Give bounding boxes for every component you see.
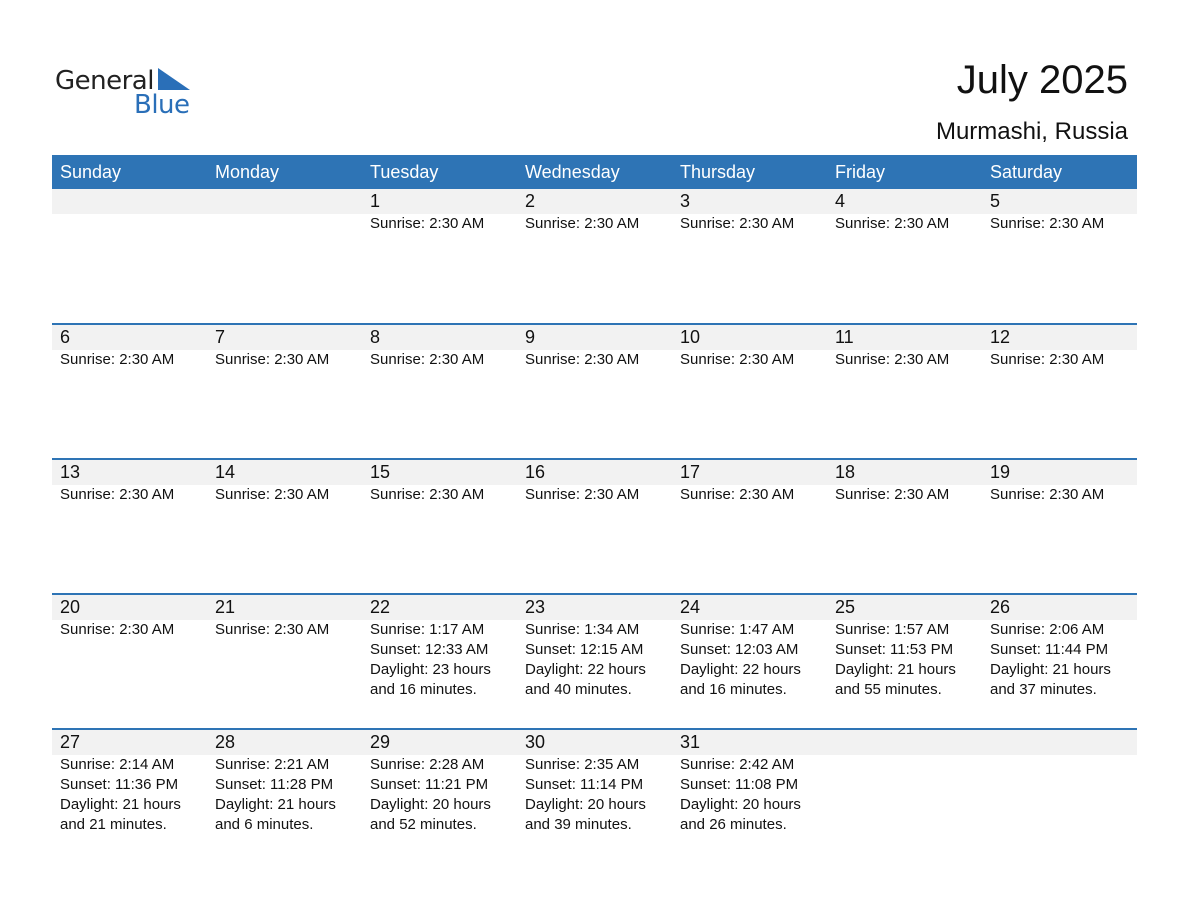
day-sun-info: [60, 755, 207, 835]
sun-info-line: Sunset: 11:44 PM: [990, 641, 1109, 658]
sun-info-line: and 55 minutes.: [835, 681, 942, 698]
day-sun-info: [370, 485, 517, 505]
day-cell: [362, 325, 517, 458]
day-cell: [672, 189, 827, 323]
weekday-saturday: Saturday: [990, 162, 1063, 182]
week-row: [52, 189, 1137, 323]
sun-info-line: Sunrise: 2:30 AM: [990, 351, 1105, 368]
sun-info-line: Sunset: 11:14 PM: [525, 776, 644, 793]
sun-info-line: Sunrise: 2:30 AM: [835, 215, 950, 232]
day-number: 16: [525, 462, 546, 482]
empty-day-cell: [982, 730, 1137, 863]
day-cell: [517, 595, 672, 728]
day-cell: [517, 189, 672, 323]
day-sun-info: [370, 620, 517, 700]
day-number: 2: [525, 191, 536, 211]
day-cell: [672, 460, 827, 593]
sun-info-line: Sunrise: 2:30 AM: [60, 351, 175, 368]
day-cell: [362, 189, 517, 323]
day-number: 12: [990, 327, 1011, 347]
sun-info-line: Sunrise: 2:30 AM: [835, 351, 950, 368]
weekday-monday: Monday: [215, 162, 280, 182]
sun-info-line: Sunrise: 2:42 AM: [680, 756, 795, 773]
empty-day-cell: [52, 189, 207, 323]
week-row: [52, 593, 1137, 728]
sun-info-line: Sunrise: 2:21 AM: [215, 756, 330, 773]
day-number: 22: [370, 597, 391, 617]
sun-info-line: Sunrise: 1:17 AM: [370, 621, 485, 638]
day-cell: [982, 189, 1137, 323]
sun-info-line: and 26 minutes.: [680, 816, 787, 833]
day-number: 30: [525, 732, 546, 752]
sun-info-line: Daylight: 21 hours: [60, 796, 181, 813]
day-cell: [827, 325, 982, 458]
sun-info-line: Sunset: 11:28 PM: [215, 776, 334, 793]
day-number: 1: [370, 191, 381, 211]
day-cell: [362, 730, 517, 863]
sun-info-line: Sunrise: 2:30 AM: [215, 486, 330, 503]
day-number: 31: [680, 732, 701, 752]
day-cell: [517, 325, 672, 458]
sun-info-line: Daylight: 20 hours: [525, 796, 646, 813]
calendar-weeks: [52, 189, 1137, 863]
day-sun-info: [990, 350, 1137, 370]
day-cell: [827, 460, 982, 593]
sun-info-line: Sunrise: 2:30 AM: [215, 621, 330, 638]
sun-info-line: Sunrise: 2:35 AM: [525, 756, 640, 773]
week-row: [52, 458, 1137, 593]
day-number: 24: [680, 597, 701, 617]
day-cell: [982, 325, 1137, 458]
day-sun-info: [680, 755, 827, 835]
sun-info-line: Sunrise: 2:30 AM: [680, 215, 795, 232]
day-sun-info: [525, 620, 672, 700]
weekday-wednesday: Wednesday: [525, 162, 620, 182]
week-row: [52, 323, 1137, 458]
day-sun-info: [370, 350, 517, 370]
sun-info-line: Sunrise: 2:06 AM: [990, 621, 1105, 638]
sun-info-line: Sunrise: 2:30 AM: [680, 351, 795, 368]
sun-info-line: Sunrise: 2:30 AM: [60, 621, 175, 638]
day-sun-info: [215, 350, 362, 370]
day-number: 14: [215, 462, 236, 482]
day-sun-info: [60, 350, 207, 370]
sun-info-line: Sunset: 12:33 AM: [370, 641, 489, 658]
day-sun-info: [370, 755, 517, 835]
day-sun-info: [60, 620, 207, 640]
day-sun-info: [990, 620, 1137, 700]
empty-day-cell: [207, 189, 362, 323]
generalblue-logo: [55, 62, 215, 122]
day-cell: [672, 325, 827, 458]
sun-info-line: and 6 minutes.: [215, 816, 314, 833]
day-sun-info: [680, 350, 827, 370]
sun-info-line: Sunset: 11:53 PM: [835, 641, 954, 658]
sun-info-line: and 21 minutes.: [60, 816, 167, 833]
day-sun-info: [215, 485, 362, 505]
day-number: 10: [680, 327, 701, 347]
day-cell: [827, 189, 982, 323]
day-number: 28: [215, 732, 236, 752]
day-number: 4: [835, 191, 846, 211]
day-cell: [207, 730, 362, 863]
day-sun-info: [525, 755, 672, 835]
sun-info-line: Sunrise: 2:30 AM: [370, 351, 485, 368]
day-cell: [52, 325, 207, 458]
day-cell: [362, 460, 517, 593]
day-cell: [672, 730, 827, 863]
day-sun-info: [525, 485, 672, 505]
sun-info-line: and 37 minutes.: [990, 681, 1097, 698]
empty-day-cell: [827, 730, 982, 863]
sun-info-line: Sunrise: 2:30 AM: [215, 351, 330, 368]
sun-info-line: Sunset: 12:15 AM: [525, 641, 644, 658]
sun-info-line: Daylight: 20 hours: [370, 796, 491, 813]
day-cell: [362, 595, 517, 728]
day-number: 27: [60, 732, 81, 752]
sun-info-line: Daylight: 20 hours: [680, 796, 801, 813]
sun-info-line: Sunset: 11:36 PM: [60, 776, 179, 793]
logo-word-blue: Blue: [134, 90, 190, 120]
day-sun-info: [835, 485, 982, 505]
sun-info-line: Sunset: 11:08 PM: [680, 776, 799, 793]
sun-info-line: Daylight: 21 hours: [835, 661, 956, 678]
day-cell: [982, 595, 1137, 728]
calendar-grid: [52, 155, 1137, 863]
day-cell: [827, 595, 982, 728]
day-sun-info: [835, 350, 982, 370]
sun-info-line: Sunrise: 2:30 AM: [680, 486, 795, 503]
day-cell: [52, 595, 207, 728]
day-number: 21: [215, 597, 236, 617]
sun-info-line: Daylight: 22 hours: [525, 661, 646, 678]
calendar-location: Murmashi, Russia: [935, 118, 1128, 145]
day-cell: [517, 730, 672, 863]
sun-info-line: Sunset: 11:21 PM: [370, 776, 489, 793]
sun-info-line: and 52 minutes.: [370, 816, 477, 833]
sun-info-line: and 16 minutes.: [680, 681, 787, 698]
sun-info-line: Daylight: 23 hours: [370, 661, 491, 678]
day-cell: [672, 595, 827, 728]
weekday-header-row: [52, 155, 1137, 189]
day-sun-info: [215, 620, 362, 640]
day-cell: [52, 730, 207, 863]
day-sun-info: [990, 214, 1137, 234]
day-number: 25: [835, 597, 856, 617]
day-sun-info: [680, 485, 827, 505]
weekday-tuesday: Tuesday: [370, 162, 439, 182]
day-number: 6: [60, 327, 71, 347]
logo-triangle-icon: [158, 68, 190, 90]
sun-info-line: Daylight: 21 hours: [215, 796, 336, 813]
sun-info-line: Daylight: 22 hours: [680, 661, 801, 678]
day-sun-info: [835, 620, 982, 700]
day-number: 29: [370, 732, 391, 752]
sun-info-line: Sunrise: 2:30 AM: [525, 486, 640, 503]
day-sun-info: [680, 620, 827, 700]
day-cell: [207, 460, 362, 593]
day-number: 19: [990, 462, 1011, 482]
day-number: 15: [370, 462, 391, 482]
sun-info-line: Sunrise: 1:57 AM: [835, 621, 950, 638]
day-number: 23: [525, 597, 546, 617]
sun-info-line: Sunrise: 2:30 AM: [370, 486, 485, 503]
weekday-sunday: Sunday: [60, 162, 122, 182]
day-sun-info: [370, 214, 517, 234]
day-number: 8: [370, 327, 381, 347]
day-number: 17: [680, 462, 701, 482]
day-sun-info: [835, 214, 982, 234]
sun-info-line: Sunrise: 2:30 AM: [990, 486, 1105, 503]
day-sun-info: [525, 214, 672, 234]
sun-info-line: Sunrise: 2:30 AM: [990, 215, 1105, 232]
sun-info-line: Sunrise: 2:30 AM: [525, 215, 640, 232]
day-sun-info: [680, 214, 827, 234]
day-cell: [207, 595, 362, 728]
day-sun-info: [525, 350, 672, 370]
sun-info-line: Sunrise: 2:14 AM: [60, 756, 175, 773]
sun-info-line: Daylight: 21 hours: [990, 661, 1111, 678]
day-number: 20: [60, 597, 81, 617]
logo-word-general: General: [55, 66, 154, 96]
calendar-title: July 2025: [956, 58, 1128, 102]
day-cell: [982, 460, 1137, 593]
day-sun-info: [60, 485, 207, 505]
week-row: [52, 728, 1137, 863]
day-sun-info: [990, 485, 1137, 505]
sun-info-line: Sunrise: 2:30 AM: [835, 486, 950, 503]
day-sun-info: [215, 755, 362, 835]
day-number: 13: [60, 462, 81, 482]
day-cell: [517, 460, 672, 593]
day-number: 18: [835, 462, 856, 482]
weekday-friday: Friday: [835, 162, 886, 182]
day-cell: [52, 460, 207, 593]
day-cell: [207, 325, 362, 458]
weekday-thursday: Thursday: [680, 162, 756, 182]
sun-info-line: Sunrise: 2:30 AM: [370, 215, 485, 232]
sun-info-line: Sunset: 12:03 AM: [680, 641, 799, 658]
sun-info-line: Sunrise: 1:47 AM: [680, 621, 795, 638]
day-number: 11: [835, 327, 854, 347]
sun-info-line: Sunrise: 2:30 AM: [525, 351, 640, 368]
day-number: 3: [680, 191, 691, 211]
sun-info-line: Sunrise: 2:30 AM: [60, 486, 175, 503]
day-number: 7: [215, 327, 226, 347]
day-number: 9: [525, 327, 536, 347]
sun-info-line: and 40 minutes.: [525, 681, 632, 698]
day-number: 26: [990, 597, 1011, 617]
sun-info-line: and 16 minutes.: [370, 681, 477, 698]
day-number: 5: [990, 191, 1001, 211]
sun-info-line: Sunrise: 1:34 AM: [525, 621, 640, 638]
sun-info-line: and 39 minutes.: [525, 816, 632, 833]
sun-info-line: Sunrise: 2:28 AM: [370, 756, 485, 773]
